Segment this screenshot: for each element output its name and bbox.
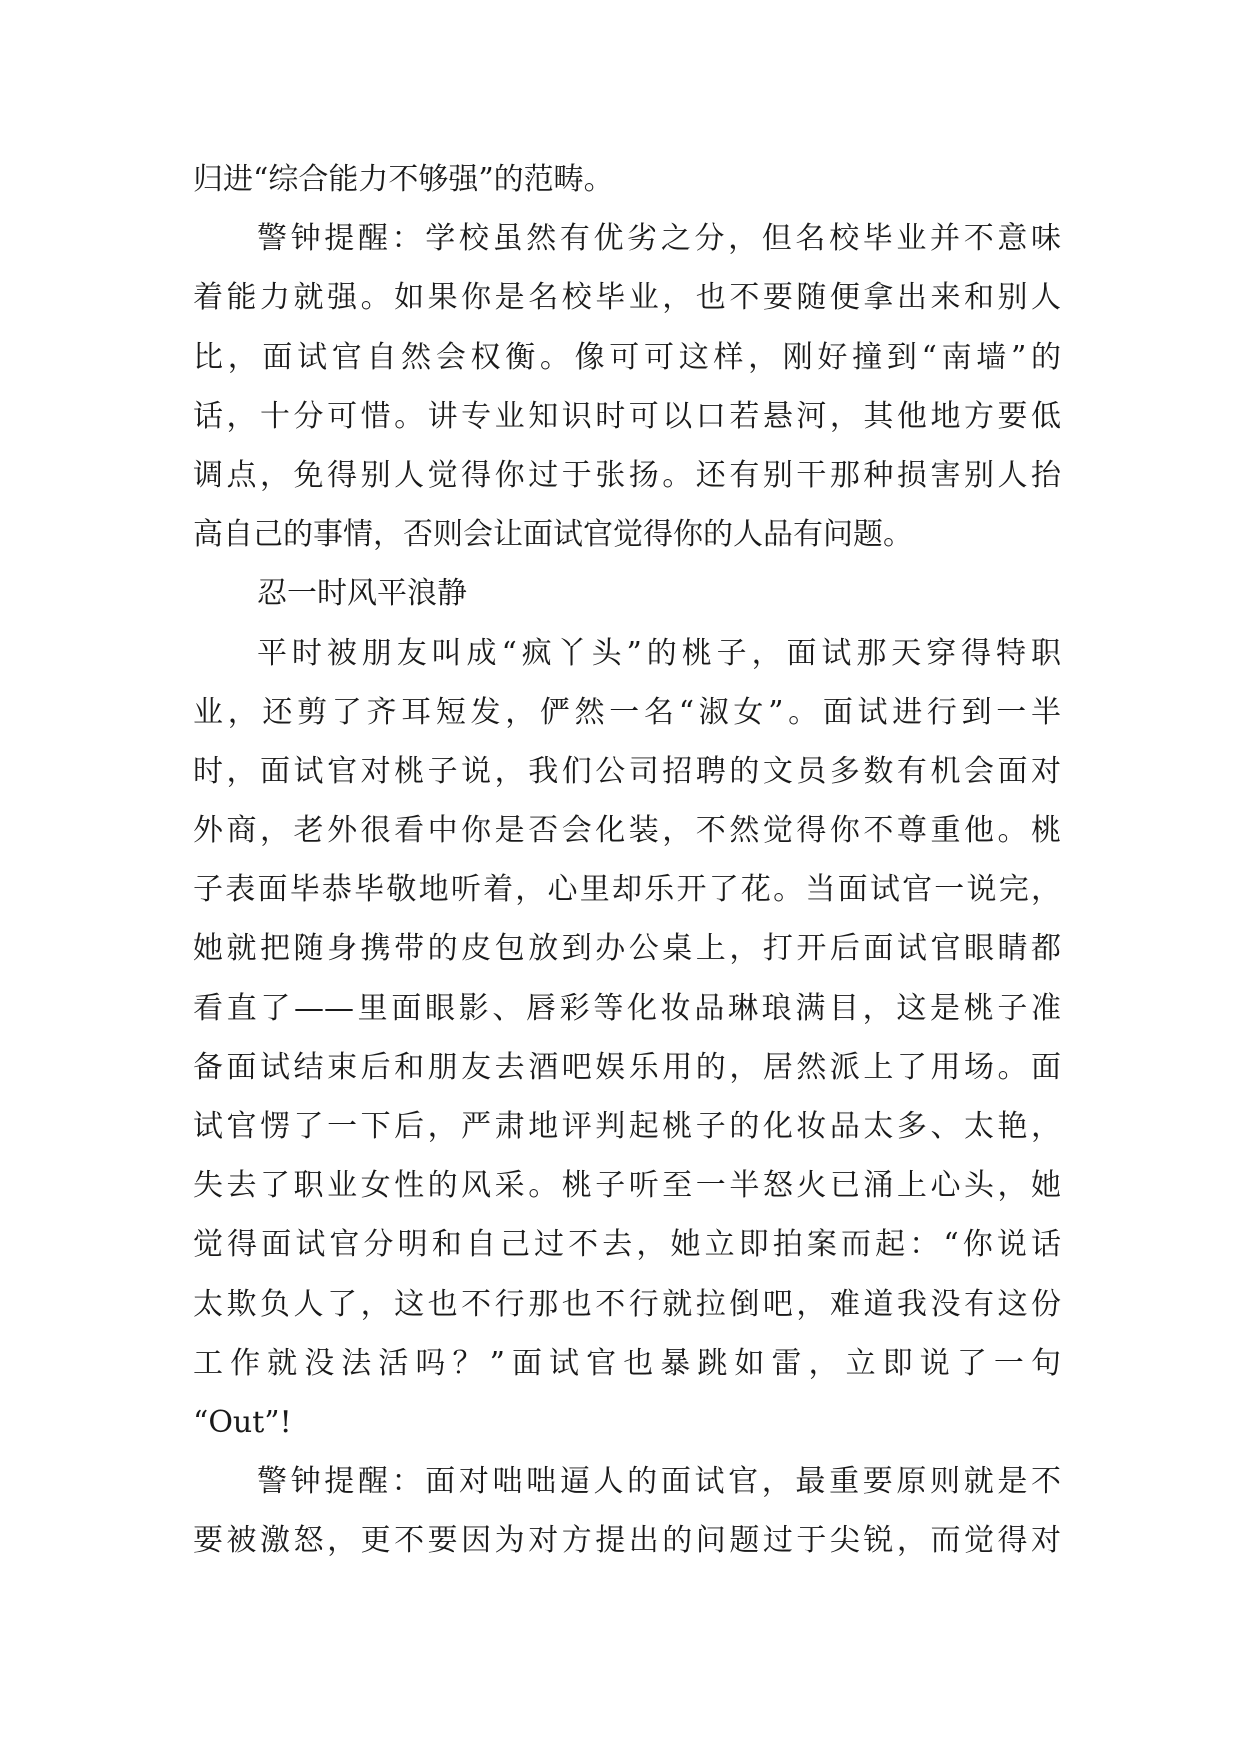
text-line: 归进“综合能力不够强”的范畴。 [193,162,614,197]
paragraph [193,150,1061,209]
text-line: 看直了——里面眼影、唇彩等化妆品琳琅满目，这是桃子准 [193,990,1061,1026]
text-line: 子表面毕恭毕敬地听着，心里却乐开了花。当面试官一说完， [193,872,1061,908]
text-line: 要被激怒，更不要因为对方提出的问题过于尖锐，而觉得对 [193,1523,1061,1559]
text-line: 试官愣了一下后，严肃地评判起桃子的化妆品太多、太艳， [193,1109,1061,1144]
text-line: 平时被朋友叫成“疯丫头”的桃子，面试那天穿得特职 [257,635,1061,671]
text-line: 太欺负人了，这也不行那也不行就拉倒吧，难道我没有这份 [193,1286,1061,1322]
text-line: 业，还剪了齐耳短发，俨然一名“淑女”。面试进行到一半 [193,694,1061,730]
document-body [193,150,1061,1571]
text-line: 时，面试官对桃子说，我们公司招聘的文员多数有机会面对 [193,753,1061,789]
text-line: 工作就没法活吗？”面试官也暴跳如雷，立即说了一句 [193,1345,1061,1381]
text-line: 她就把随身携带的皮包放到办公桌上，打开后面试官眼睛都 [193,931,1061,967]
paragraph [193,1452,1061,1570]
text-line: 比，面试官自然会权衡。像可可这样，刚好撞到“南墙”的 [193,339,1061,375]
text-line: 警钟提醒：面对咄咄逼人的面试官，最重要原则就是不 [257,1464,1061,1500]
text-line: 高自己的事情，否则会让面试官觉得你的人品有问题。 [193,517,913,553]
text-line: 调点，免得别人觉得你过于张扬。还有别干那种损害别人抬 [193,457,1061,493]
paragraph [193,624,1061,1453]
text-line: 话，十分可惜。讲专业知识时可以口若悬河，其他地方要低 [193,398,1061,434]
text-line: 着能力就强。如果你是名校毕业，也不要随便拿出来和别人 [193,280,1061,316]
text-line: 忍一时风平浪静 [257,576,467,612]
text-line: “Out”! [193,1404,292,1440]
paragraph [193,209,1061,564]
text-line: 觉得面试官分明和自己过不去，她立即拍案而起：“你说话 [193,1227,1061,1263]
text-line: 外商，老外很看中你是否会化装，不然觉得你不尊重他。桃 [193,813,1061,849]
text-line: 警钟提醒：学校虽然有优劣之分，但名校毕业并不意味 [257,221,1061,257]
text-line: 失去了职业女性的风采。桃子听至一半怒火已涌上心头，她 [193,1168,1061,1204]
section-heading [193,564,1061,623]
text-line: 备面试结束后和朋友去酒吧娱乐用的，居然派上了用场。面 [193,1049,1061,1085]
